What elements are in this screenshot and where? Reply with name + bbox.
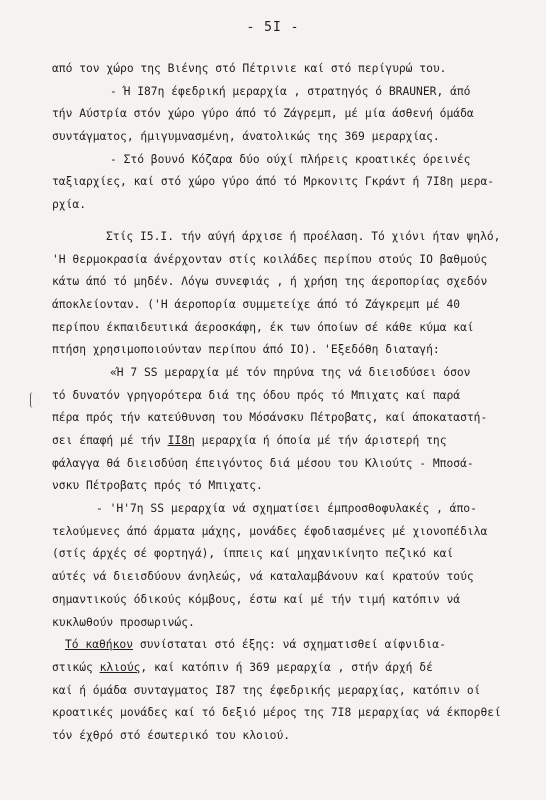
- text-line: - Ή Ι87η έφεδρική μεραρχία , στρατηγός ό BRAUNER, άπό: [110, 84, 471, 98]
- text-line: φάλαγγα θά διεισδύση έπειγόντος διά μέσου του Κλιούτς - Μποσά-: [52, 456, 474, 470]
- text-line: (στίς άρχές σέ φορτηγά), ίππεις καί μηχανικίνητο πεζικό καί: [52, 547, 454, 561]
- text-line: [52, 657, 522, 680]
- text-segment: στικώς: [52, 660, 100, 674]
- text-line: κάτω άπό τό μηδέν. Λόγω συνεφιάς , ή χρήση της άεροπορίας σχεδόν: [52, 275, 488, 289]
- text-line: νσκυ Πέτροβατς πρός τό Μπιχατς.: [52, 479, 263, 493]
- underlined-text: Τό καθήκον: [65, 638, 134, 652]
- text-line: αύτές νά διεισδύουν άνηλεώς, νά καταλαμβάνουν καί κρατούν τούς: [52, 570, 474, 584]
- text-line: [52, 430, 522, 453]
- text-line: κυκλωθούν προσωρινώς.: [52, 615, 195, 629]
- text-segment: σει έπαφή μέ τήν: [52, 434, 168, 447]
- text-line: Στίς Ι5.Ι. τήν αύγή άρχισε ή προέλαση. Τό χιόνι ήταν ψηλό,: [106, 229, 501, 243]
- text-segment: μεραρχία ή όποία μέ τήν άριστερή της: [194, 434, 447, 447]
- underlined-text: κλιούς: [99, 660, 141, 674]
- text-line: συντάγματος, ήμιγυμνασμένη, άνατολικώς της 369 μεραρχίας.: [52, 130, 440, 144]
- text-line: τό δυνατόν γρηγορότερα διά της όδου πρός τό Μπιχατς καί παρά: [52, 388, 461, 402]
- text-line: πτήση χρησιμοποιούνταν περίπου άπό ΙΟ). 'Εξεδόθη διαταγή:: [52, 343, 440, 357]
- text-segment: συνίσταται στό έξης: νά σχηματισθεί αίφνιδια-: [133, 638, 446, 652]
- text-line: άποκλείονταν. ('Η άεροπορία συμμετείχε άπό τό Ζάγκρεμπ μέ 40: [52, 297, 461, 311]
- text-line: - Στό βουνό Κόζαρα δύο ούχί πλήρεις κροατικές όρεινές: [110, 152, 471, 166]
- text-line: 'Η θερμοκρασία άνέρχονταν στίς κοιλάδες περίπου στούς ΙΟ βαθμούς: [52, 252, 488, 266]
- text-line: τήν Αύστρία στόν χώρο γύρο άπό τό Ζάγρεμπ, μέ μία άσθενή όμάδα: [52, 107, 474, 121]
- text-line: ρχία.: [52, 198, 87, 212]
- margin-mark: [30, 392, 37, 408]
- underlined-text: ΙΙ8η: [167, 434, 195, 447]
- text-line: κροατικές μονάδες καί τό δεξιό μέρος της 7Ι8 μεραρχίας νά έκπορθεί: [52, 706, 501, 720]
- text-line: ταξιαρχίες, καί στό χώρο γύρο άπό τό Μρκονιτς Γκράντ ή 7Ι8η μερα-: [52, 175, 495, 189]
- text-line: τελούμενες άπό άρματα μάχης, μονάδες έφοδιασμένες μέ χιονοπέδιλα: [52, 524, 488, 538]
- text-line: σημαντικούς όδικούς κόμβους, έστω καί μέ τήν τιμή κατόπιν νά: [52, 592, 461, 606]
- text-line: καί ή όμάδα συνταγματος Ι87 της έφεδρικής μεραρχίας, κατόπιν οί: [52, 683, 481, 697]
- page-number: - 5I -: [246, 20, 300, 35]
- text-line: τόν έχθρό στό έσωτερικό του κλοιού.: [52, 728, 291, 742]
- text-line: [52, 634, 522, 657]
- document-body: [52, 58, 522, 748]
- text-line: περίπου έκπαιδευτικά άεροσκάφη, έκ των όποίων σέ κάθε κύμα καί: [52, 320, 474, 334]
- text-line: «Ή 7 SS μεραρχία μέ τόν πηρύνα της νά διεισδύσει όσον: [110, 365, 471, 379]
- text-line: από τον χώρο της Βιένης στό Πέτρινιε καί στό περίγυρώ του.: [52, 62, 447, 75]
- text-line: - 'Η'7η SS μεραρχία νά σχηματίσει έμπροσθοφυλακές , άπο-: [96, 502, 477, 516]
- text-segment: , καί κατόπιν ή 369 μεραρχία , στήν άρχή δέ: [140, 660, 433, 674]
- text-line: πέρα πρός τήν κατεύθυνση του Μόσάνσκυ Πέτροβατς, καί άποκαταστή-: [52, 411, 488, 425]
